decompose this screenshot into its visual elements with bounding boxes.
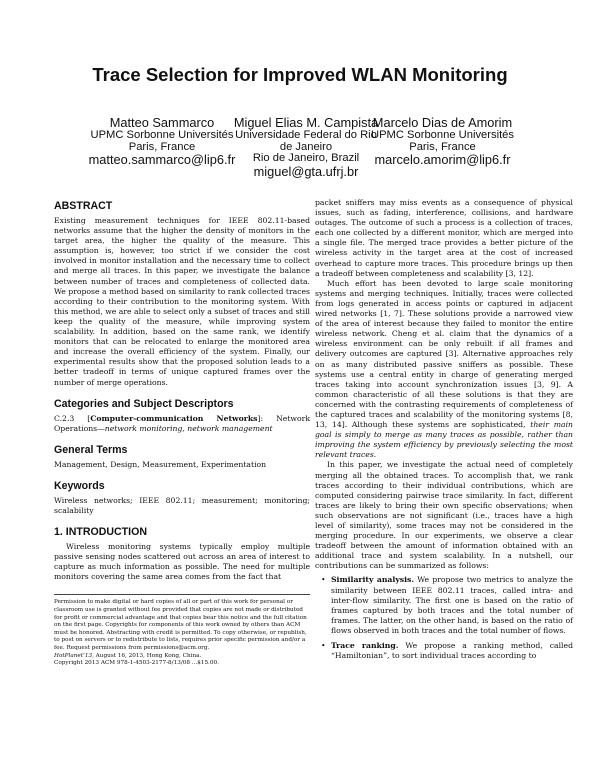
abstract-heading: ABSTRACT [54, 200, 113, 212]
left-column [54, 200, 310, 668]
author-email: marcelo.amorim@lip6.fr [374, 152, 511, 168]
author-location: Paris, France [128, 140, 196, 153]
abstract-text: Existing measurement techniques for IEEE 802.11-based networks assume that the higher the density of monitors in the target area, the higher the quality of the measure. This assumption is, however, too strict if we consider the cost involved in monitor installation and the necessary time to collect and merge all traces. In this paper, we investigate the balance between number of traces and completeness of collected data. We propose a method based on similarity to rank collected traces according to their contribution to the monitoring system. With this method, we are able to select only a subset of traces and still keep the quality of the measure, while improving system scalability. In addition, based on the same rank, we identify monitors that can be relocated to enlarge the monitored area and increase the overall efficiency of the system. Finally, our experimental results show that the proposed solution leads to a better tradeoff in terms of unique captured frames over the number of merge operations. [54, 216, 310, 387]
categories-bold: Computer-communication Networks [90, 413, 258, 423]
right-column [315, 198, 573, 666]
author-affiliation: UPMC Sorbonne Universités [370, 129, 514, 141]
author-name: Matteo Sammarco [109, 115, 215, 130]
paper-title: Trace Selection for Improved WLAN Monitoring [92, 64, 508, 85]
contributions-list [315, 575, 573, 661]
venue-name: HotPlanet’13, [54, 652, 94, 659]
keywords-heading: Keywords [54, 479, 105, 492]
introduction-heading: 1. INTRODUCTION [54, 526, 147, 539]
author-block-3 [365, 116, 520, 166]
author-name: Marcelo Dias de Amorim [372, 115, 513, 130]
author-affiliation: Universidade Federal do Rio [235, 129, 377, 141]
categories-text: C.2.3 [Computer-communication Networks]: Network Operations—network monitoring, network management [54, 413, 310, 433]
intro-paragraph-2: Much effort has been devoted to large scale monitoring systems and merging techniques. Initially, traces were collected from logs generated in access points or captured in adjacent wired networks [1, 7]. These solutions provide a narrowed view of the area of interest because they failed to monitor the entire wireless network. Cheng et al. claim that the dynamics of a wireless environment can be only rebuilt if all frames and delivery outcomes are captured [3]. Alternative approaches rely on as many distributed passive sniffers as possible. These systems use a central entity in charge of generating merged traces taking into account synchronization issues [3, 9]. A common characteristic of all these solutions is that they are concerned with the contrasting requirements of completeness of the captured traces and scalability of the monitoring systems [8, 13, 14]. Although these systems are sophisticated, their main goal is simply to merge as many traces as possible, rather than improving the system efficiency by previously selecting the most relevant traces. [315, 278, 573, 460]
author-block-2 [226, 116, 386, 178]
keywords-text: Wireless networks; IEEE 802.11; measurement; monitoring; scalability [54, 495, 310, 515]
footnote-divider [54, 594, 310, 595]
author-name: Miguel Elias M. Campista [233, 115, 379, 130]
bullet-icon: • [321, 575, 326, 585]
intro-paragraph-1: Wireless monitoring systems typically employ multiple passive sensing nodes scattered out across an area of interest to capture as much information as possible. The need for multiple monitors covering the same area comes from the fact that [54, 542, 310, 582]
intro-paragraph-1-cont: packet sniffers may miss events as a consequence of physical issues, such as fading, interference, collisions, and hardware outages. The outcome of such a process is a collection of traces, each one collected by a different monitor, which are merged into a single file. The merged trace provides a better picture of the wireless activity in the target area at the cost of increased overhead to capture more traces. This procedure brings up then a tradeoff between completeness and scalability [3, 12]. [315, 198, 573, 278]
intro-paragraph-2-italic: their main goal is simply to merge as many traces as possible, rather than improving the system efficiency by previously selecting the most relevant traces. [315, 420, 573, 460]
copyright-line: Copyright 2013 ACM 978-1-4503-2177-8/13/08 ...$15.00. [54, 660, 219, 667]
author-affiliation-cont: de Janeiro [279, 140, 333, 153]
author-email: matteo.sammarco@lip6.fr [88, 152, 236, 168]
list-item: • Similarity analysis. We propose two metrics to analyze the similarity between IEEE 802.11 traces, called intra- and inter-flow similarity. The first one is based on the ratio of frames captured by both traces and the total number of frames. The latter, on the other hand, is based on the ratio of flows observed in both traces and the total number of flows. [321, 575, 573, 635]
author-affiliation: UPMC Sorbonne Universités [90, 129, 234, 141]
author-location: Rio de Janeiro, Brazil [252, 152, 360, 165]
author-location: Paris, France [409, 140, 476, 153]
intro-paragraph-3: In this paper, we investigate the actual need of completely merging all the obtained traces. To accomplish that, we rank traces according to their individual contributions, which are computed considering pairwise trace similarity. In fact, different traces are likely to bring their own specific observations; when such observations are not significant (i.e., traces have a high level of similarity), some traces may not be considered in the merging procedure. In our experiments, we observe a clear tradeoff between the amount of information obtained with an additional trace and system scalability. In a nutshell, our contributions can be summarized as follows: [315, 460, 573, 571]
general-terms-text: Management, Design, Measurement, Experimentation [54, 459, 267, 469]
categories-italic: network monitoring, network management [104, 423, 273, 433]
categories-heading: Categories and Subject Descriptors [54, 397, 234, 410]
permission-notice: Permission to make digital or hard copies of all or part of this work for personal or classroom use is granted without fee provided that copies are not made or distributed for profit or commercial advantage and that copies bear this notice and the full citation on the first page. Copyrights for components of this work owned by others than ACM must be honored. Abstracting with credit is permitted. To copy otherwise, or republish, to post on servers or to redistribute to lists, requires prior specific permission and/or a fee. Request permissions from permissions@acm.org. HotPlanet’13, August 16, 2013, Hong Kong, China. Copyright 2013 ACM 978-1-4503-2177-8/13/08 ...$15.00. [54, 599, 310, 667]
bullet-icon: • [321, 641, 326, 651]
author-email: miguel@gta.ufrj.br [253, 163, 359, 179]
list-item: • Trace ranking. We propose a ranking method, called “Hamiltonian”, to sort individual traces according to [321, 641, 573, 661]
general-terms-heading: General Terms [54, 443, 128, 456]
author-block-1 [82, 116, 242, 166]
